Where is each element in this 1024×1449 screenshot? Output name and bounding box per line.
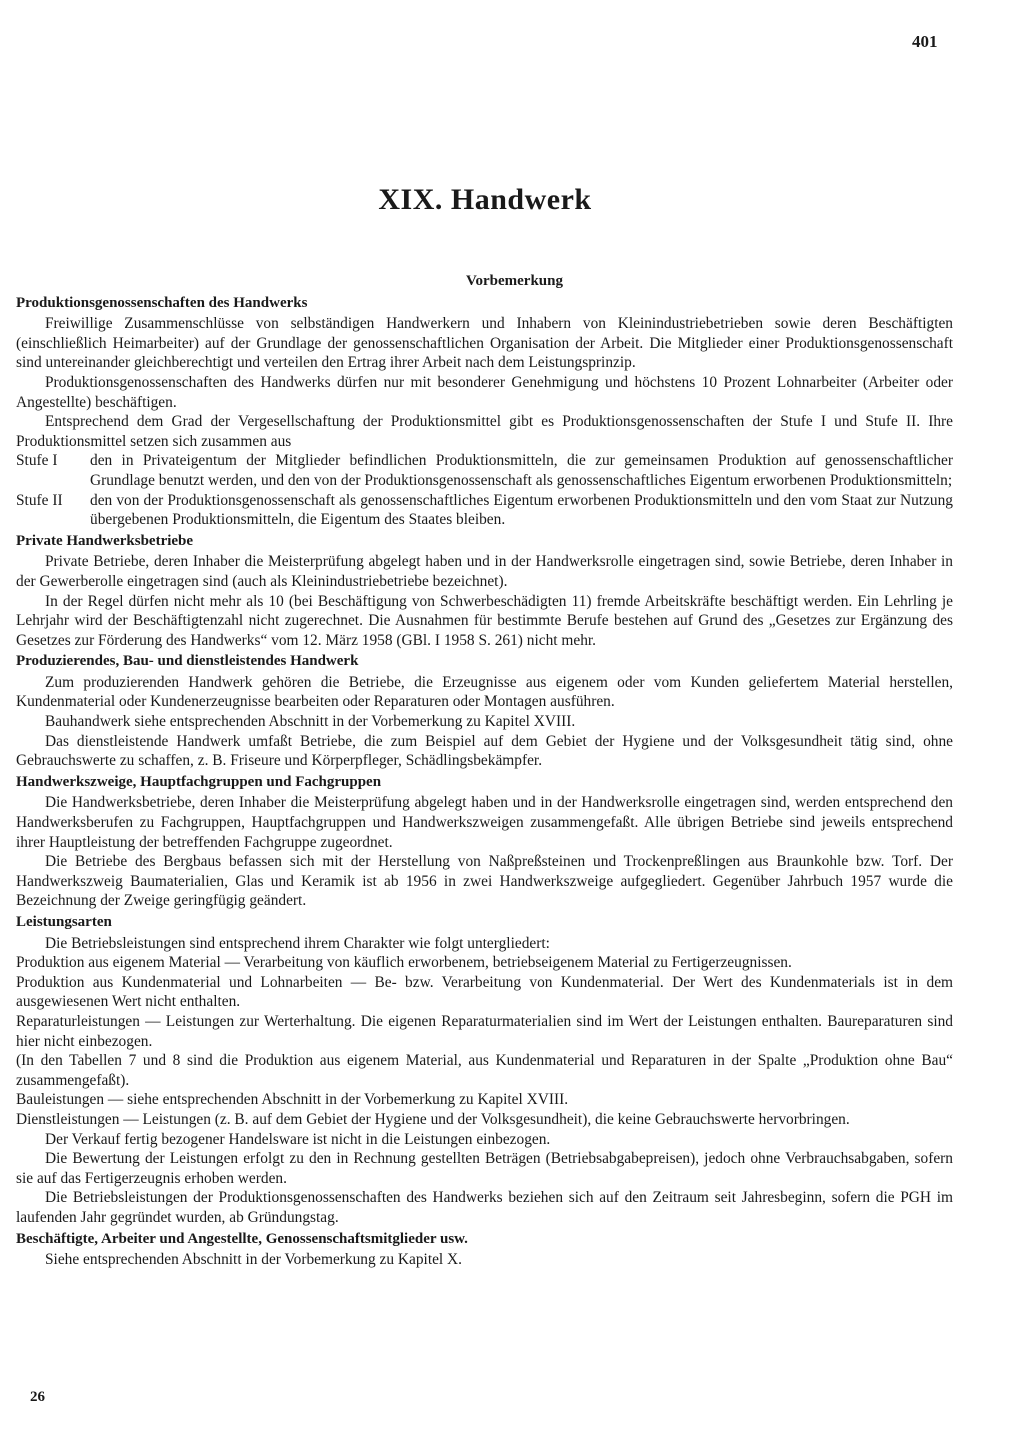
stufe-1-text: den in Privateigentum der Mitglieder befindlichen Produktionsmitteln, die zur gemeinsamen Produktion auf genossenschaftlicher Grundlage benutzt werden, und den von der Produktionsgenossenschaft als genossenschaftliches Eigentum erworbenen Produktionsmitteln; bbox=[90, 452, 953, 489]
stufe-1-row bbox=[16, 451, 953, 490]
paragraph: Private Betriebe, deren Inhaber die Meisterprüfung abgelegt haben und in der Handwerksrolle eingetragen sind, sowie Betriebe, deren Inhaber in der Gewerberolle eingetragen sind (auch als Kleinindustriebetriebe bezeichnet). bbox=[16, 553, 953, 590]
stufe-2-row bbox=[16, 491, 953, 530]
chapter-title: XIX. Handwerk bbox=[378, 183, 592, 216]
body-text bbox=[16, 272, 953, 1270]
section-heading-leistungsarten: Leistungsarten bbox=[16, 914, 112, 930]
paragraph: Bauhandwerk siehe entsprechenden Abschnitt in der Vorbemerkung zu Kapitel XVIII. bbox=[45, 713, 576, 731]
paragraph: Bauleistungen — siehe entsprechenden Abschnitt in der Vorbemerkung zu Kapitel XVIII. bbox=[16, 1091, 569, 1109]
paragraph: Die Betriebsleistungen der Produktionsgenossenschaften des Handwerks beziehen sich auf den Zeitraum seit Jahresbeginn, sofern die PGH im laufenden Jahr gegründet wurden, ab Gründungstag. bbox=[16, 1189, 953, 1226]
section-heading-private: Private Handwerksbetriebe bbox=[16, 532, 194, 549]
footer-signature-number: 26 bbox=[30, 1389, 45, 1405]
stufe-2-text: den von der Produktionsgenossenschaft als genossenschaftliches Eigentum erworbenen Produktionsmitteln und den vom Staat zur Nutzung übergebenen Produktionsmitteln, die Eigentum des Staates bleiben. bbox=[90, 491, 953, 529]
section-heading-produzierend: Produzierendes, Bau- und dienstleistendes Handwerk bbox=[16, 653, 359, 670]
stufe-2-label: Stufe II bbox=[16, 491, 63, 509]
paragraph: Das dienstleistende Handwerk umfaßt Betriebe, die zum Beispiel auf dem Gebiet der Hygiene und der Volksgesundheit tätig sind, ohne Gebrauchswerte zu schaffen, z. B. Friseure und Körperpfleger, Schädlingsbekämpfer. bbox=[16, 732, 953, 770]
paragraph: (In den Tabellen 7 und 8 sind die Produktion aus eigenem Material, aus Kundenmaterial und Reparaturen in der Spalte „Produktion ohne Bau“ zusammengefaßt). bbox=[16, 1052, 953, 1089]
paragraph: Siehe entsprechenden Abschnitt in der Vorbemerkung zu Kapitel X. bbox=[45, 1251, 463, 1269]
paragraph: Die Bewertung der Leistungen erfolgt zu den in Rechnung gestellten Beträgen (Betriebsabgabepreisen), jedoch ohne Verbrauchsabgaben, sofern sie auf das Fertigerzeugnis erhoben werden. bbox=[16, 1150, 953, 1187]
paragraph: Zum produzierenden Handwerk gehören die Betriebe, die Erzeugnisse aus eigenem oder vom Kunden geliefertem Material herstellen, Kundenmaterial oder Kundenerzeugnisse bearbeiten oder Reparaturen oder Montagen ausführen. bbox=[16, 673, 953, 711]
paragraph: Die Betriebsleistungen sind entsprechend ihrem Charakter wie folgt untergliedert: bbox=[45, 934, 550, 952]
paragraph: Die Handwerksbetriebe, deren Inhaber die Meisterprüfung abgelegt haben und in der Handwerksrolle eingetragen sind, werden entsprechend den Handwerksberufen zu Fachgruppen, Hauptfachgruppen und Handwerkszweigen zusammengefaßt. Alle übrigen Betriebe sind jeweils entsprechend ihrer Hauptleistung der betreffenden Fachgruppe zugeordnet. bbox=[16, 794, 953, 851]
preliminary-note-heading: Vorbemerkung bbox=[466, 273, 563, 289]
paragraph: Produktion aus eigenem Material — Verarbeitung von käuflich erworbenem, betriebseigenem Material zu Fertigerzeugnissen. bbox=[16, 954, 792, 972]
stufe-1-label: Stufe I bbox=[16, 452, 58, 470]
section-heading-pgh: Produktionsgenossenschaften des Handwerks bbox=[16, 294, 308, 311]
paragraph: In der Regel dürfen nicht mehr als 10 (bei Beschäftigung von Schwerbeschädigten 11) fremde Arbeitskräfte beschäftigt werden. Ein Lehrling je Lehrjahr wird der Beschäftigtenzahl nicht zugerechnet. Die Ausnahmen für bestimmte Berufe bestehen auf Grund des „Gesetzes zur Ergänzung des Gesetzes zur Förderung des Handwerks“ vom 12. März 1958 (GBl. I 1958 S. 261) nicht mehr. bbox=[16, 592, 953, 649]
paragraph: Der Verkauf fertig bezogener Handelsware ist nicht in die Leistungen einbezogen. bbox=[45, 1130, 551, 1148]
paragraph: Dienstleistungen — Leistungen (z. B. auf dem Gebiet der Hygiene und der Volksgesundheit), die keine Gebrauchswerte hervorbringen. bbox=[16, 1110, 850, 1128]
section-heading-zweige: Handwerkszweige, Hauptfachgruppen und Fachgruppen bbox=[16, 773, 382, 790]
paragraph: Reparaturleistungen — Leistungen zur Werterhaltung. Die eigenen Reparaturmaterialien sind im Wert der Leistungen enthalten. Baureparaturen sind hier nicht einbezogen. bbox=[16, 1012, 953, 1050]
paragraph: Produktionsgenossenschaften des Handwerks dürfen nur mit besonderer Genehmigung und höchstens 10 Prozent Lohnarbeiter (Arbeiter oder Angestellte) beschäftigen. bbox=[16, 373, 953, 411]
paragraph: Entsprechend dem Grad der Vergesellschaftung der Produktionsmittel gibt es Produktionsgenossenschaften der Stufe I und Stufe II. Ihre Produktionsmittel setzen sich zusammen aus bbox=[16, 413, 953, 450]
section-heading-beschaeftigte: Beschäftigte, Arbeiter und Angestellte, Genossenschaftsmitglieder usw. bbox=[16, 1230, 468, 1247]
paragraph: Produktion aus Kundenmaterial und Lohnarbeiten — Be- bzw. Verarbeitung von Kundenmaterial. Der Wert des Kundenmaterials ist in dem ausgewiesenen Wert nicht enthalten. bbox=[16, 973, 953, 1011]
page-number: 401 bbox=[912, 32, 938, 51]
paragraph: Die Betriebe des Bergbaus befassen sich mit der Herstellung von Naßpreßsteinen und Trockenpreßlingen aus Braunkohle bzw. Torf. Der Handwerkszweig Baumaterialien, Glas und Keramik ist ab 1956 in zwei Handwerkszweige aufgegliedert. Gegenüber Jahrbuch 1957 wurde die Bezeichnung der Zweige geringfügig geändert. bbox=[16, 853, 953, 910]
paragraph: Freiwillige Zusammenschlüsse von selbständigen Handwerkern und Inhabern von Kleinindustriebetrieben sowie deren Beschäftigten (einschließlich Heimarbeiter) auf der Grundlage der genossenschaftlichen Organisation der Arbeit. Die Mitglieder einer Produktionsgenossenschaft sind untereinander gleichberechtigt und verteilen den Ertrag ihrer Arbeit nach dem Leistungsprinzip. bbox=[16, 315, 953, 372]
